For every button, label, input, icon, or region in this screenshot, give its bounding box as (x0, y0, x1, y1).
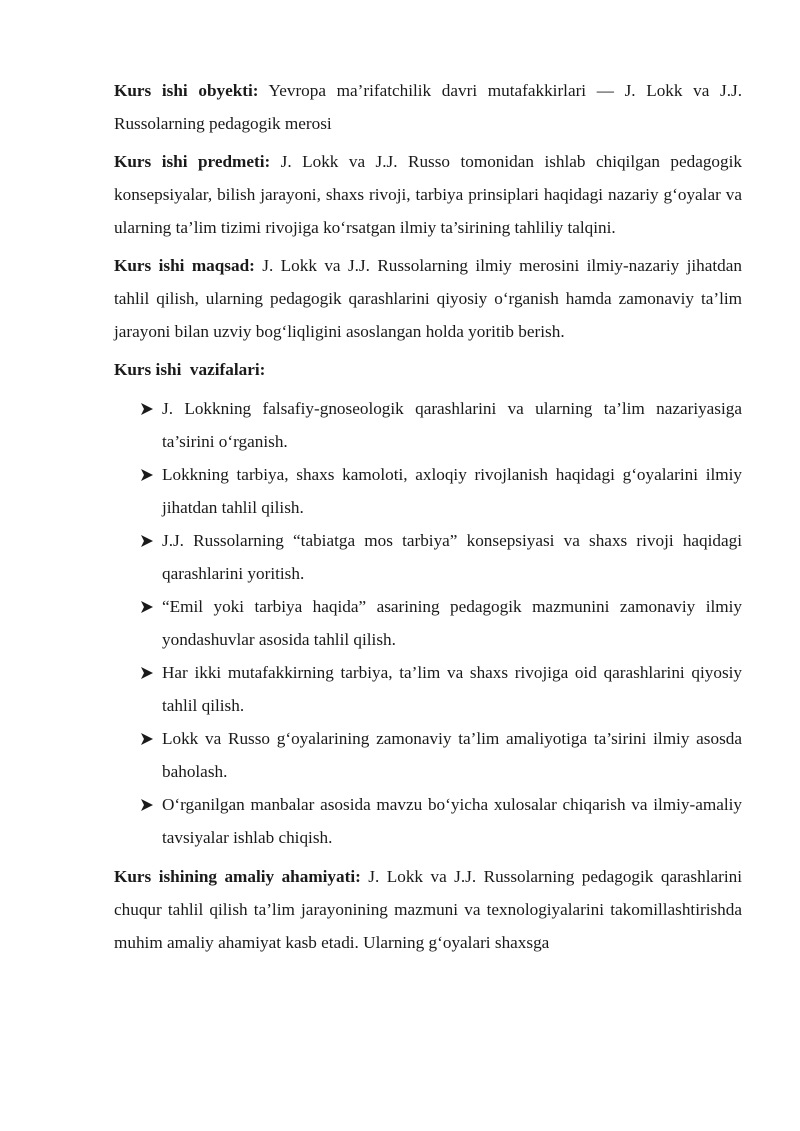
tasks-list (114, 392, 742, 854)
subject-paragraph (114, 145, 742, 244)
subject-text: J. Lokk va J.J. Russo tomonidan ishlab chiqilgan pedagogik konsepsiyalar, bilish jarayoni, shaxs rivoji, tarbiya prinsiplari haqidagi nazariy g‘oyalar va ularning ta’lim tizimi rivojiga ko‘rsatgan ilmiy ta’sirining tahliliy talqini. (114, 152, 742, 237)
document-page (114, 74, 742, 964)
list-item (114, 590, 742, 656)
goal-label: Kurs ishi maqsad: (114, 256, 255, 275)
significance-paragraph (114, 860, 742, 959)
task-text: “Emil yoki tarbiya haqida” asarining pedagogik mazmunini zamonaviy ilmiy yondashuvlar asosida tahlil qilish. (162, 597, 742, 649)
task-text: Lokkning tarbiya, shaxs kamoloti, axloqiy rivojlanish haqidagi g‘oyalarini ilmiy jihatdan tahlil qilish. (162, 465, 742, 517)
significance-text: J. Lokk va J.J. Russolarning pedagogik qarashlarini chuqur tahlil qilish ta’lim jarayonining mazmuni va texnologiyalarini takomillashtirishda muhim amaliy ahamiyat kasb etadi. Ularning g‘oyalari shaxsga (114, 867, 742, 952)
subject-label: Kurs ishi predmeti: (114, 152, 271, 171)
goal-text: J. Lokk va J.J. Russolarning ilmiy merosini ilmiy-nazariy jihatdan tahlil qilish, ularning pedagogik qarashlarini qiyosiy o‘rganish hamda zamonaviy ta’lim jarayoni bilan uzviy bog‘liqligini asoslangan holda yoritib berish. (114, 256, 742, 341)
object-text: Yevropa ma’rifatchilik davri mutafakkirlari — J. Lokk va J.J. Russolarning pedagogik merosi (114, 81, 742, 133)
task-text: Lokk va Russo g‘oyalarining zamonaviy ta’lim amaliyotiga ta’sirini ilmiy asosda baholash. (162, 729, 742, 781)
task-text: J.J. Russolarning “tabiatga mos tarbiya” konsepsiyasi va shaxs rivoji haqidagi qarashlarini yoritish. (162, 531, 742, 583)
arrowhead-bullet-icon (141, 590, 155, 623)
goal-paragraph (114, 249, 742, 348)
list-item (114, 458, 742, 524)
arrowhead-bullet-icon (141, 788, 155, 821)
object-label: Kurs ishi obyekti: (114, 81, 259, 100)
list-item (114, 392, 742, 458)
list-item (114, 656, 742, 722)
object-paragraph (114, 74, 742, 140)
arrowhead-bullet-icon (141, 458, 155, 491)
task-text: O‘rganilgan manbalar asosida mavzu bo‘yicha xulosalar chiqarish va ilmiy-amaliy tavsiyalar ishlab chiqish. (162, 795, 742, 847)
significance-label: Kurs ishining amaliy ahamiyati: (114, 867, 361, 886)
arrowhead-bullet-icon (141, 656, 155, 689)
list-item (114, 788, 742, 854)
tasks-label: Kurs ishi vazifalari: (114, 360, 266, 379)
arrowhead-bullet-icon (141, 392, 155, 425)
list-item (114, 722, 742, 788)
list-item (114, 524, 742, 590)
arrowhead-bullet-icon (141, 524, 155, 557)
arrowhead-bullet-icon (141, 722, 155, 755)
task-text: Har ikki mutafakkirning tarbiya, ta’lim va shaxs rivojiga oid qarashlarini qiyosiy tahlil qilish. (162, 663, 742, 715)
task-text: J. Lokkning falsafiy-gnoseologik qarashlarini va ularning ta’lim nazariyasiga ta’sirini o‘rganish. (162, 399, 742, 451)
tasks-heading (114, 353, 742, 386)
